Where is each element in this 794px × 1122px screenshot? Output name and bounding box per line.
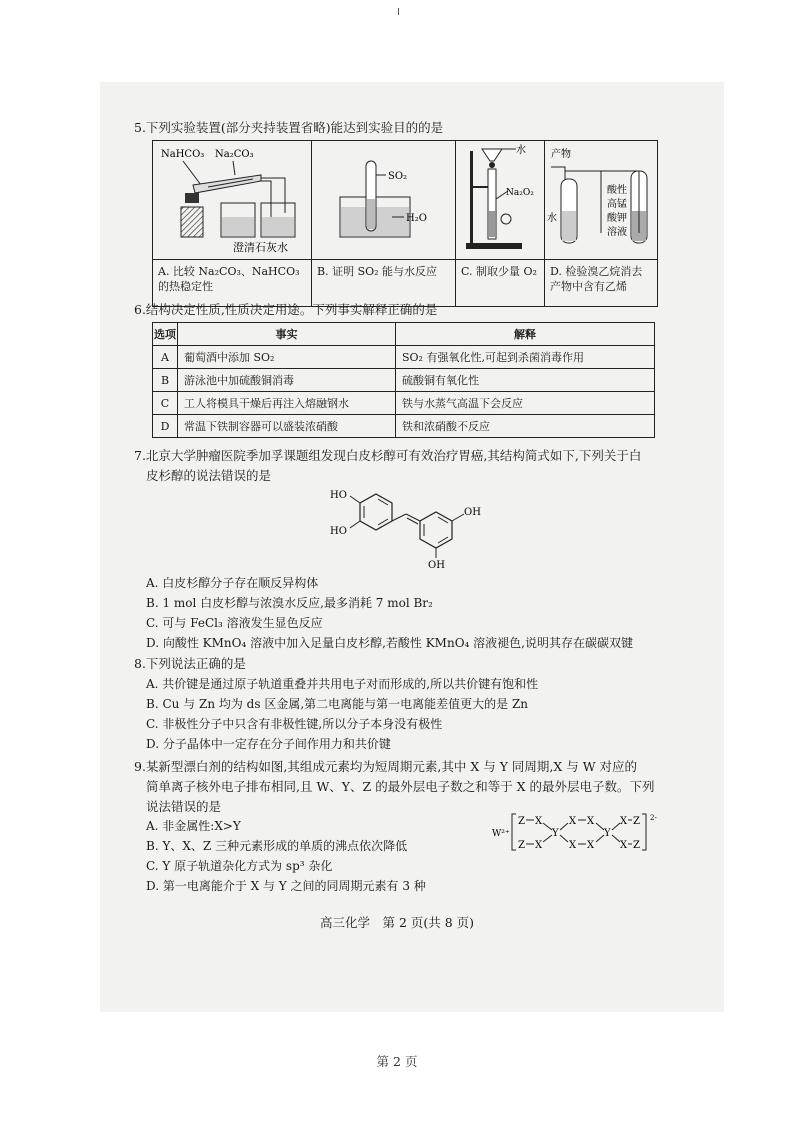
q5-cell-c <box>456 141 545 260</box>
row-label: B <box>153 369 178 392</box>
clamp <box>185 193 199 203</box>
q8-option-d: D. 分子晶体中一定存在分子间作用力和共价键 <box>146 737 391 751</box>
bond <box>452 514 464 521</box>
bond <box>560 835 568 842</box>
bond <box>596 835 604 842</box>
atom-label: Z <box>518 840 525 851</box>
q5-cell-d <box>545 141 658 260</box>
stand-base <box>466 243 522 249</box>
bond <box>543 835 552 842</box>
table-row <box>153 415 655 438</box>
atom-label: Y <box>552 828 559 839</box>
stopcock <box>489 162 495 168</box>
scan-mark <box>398 8 399 15</box>
bond <box>350 496 360 503</box>
table-row <box>153 369 655 392</box>
bracket-right <box>642 814 646 850</box>
table-row <box>153 346 655 369</box>
q5-cell-a <box>153 141 312 260</box>
page-number: 第 2 页 <box>376 1054 418 1069</box>
charge-label: 2- <box>650 814 657 822</box>
label-reagent-line: 酸性 <box>607 185 627 196</box>
row-explanation: SO₂ 有强氧化性,可起到杀菌消毒作用 <box>396 346 655 369</box>
label-product: 产物 <box>551 149 571 160</box>
q9-option-c: C. Y 原子轨道杂化方式为 sp³ 杂化 <box>146 859 333 873</box>
label-so2: SO₂ <box>388 171 408 182</box>
stand-rod <box>470 151 473 245</box>
label-water: 水 <box>547 213 557 224</box>
atom-label: Z <box>518 816 525 827</box>
bracket-left <box>512 814 516 850</box>
porous-plate <box>501 214 511 224</box>
funnel <box>482 149 502 161</box>
label-h2o: H₂O <box>406 213 427 224</box>
table-row <box>153 392 655 415</box>
beaker-liquid <box>222 217 254 236</box>
label-reagent-line: 高锰 <box>607 199 627 210</box>
row-fact: 游泳池中加硫酸铜消毒 <box>178 369 396 392</box>
benzene-ring-left <box>360 494 392 530</box>
pointer-line <box>183 161 201 185</box>
q6-table <box>152 322 655 438</box>
label-reagent-line: 酸钾 <box>607 213 627 224</box>
bond <box>543 823 552 830</box>
row-explanation: 铁与水蒸气高温下会反应 <box>396 392 655 415</box>
row-label: D <box>153 415 178 438</box>
so2-water-diagram <box>312 141 455 256</box>
vinyl-bond <box>406 514 420 521</box>
atom-label: X <box>569 816 577 827</box>
q9-stem-line1: 9.某新型漂白剂的结构如图,其组成元素均为短周期元素,其中 X 与 Y 同周期,X 与 W 对应的 <box>134 759 638 774</box>
q5-option-b: B. 证明 SO₂ 能与水反应 <box>312 260 456 307</box>
bond <box>350 521 360 528</box>
bleach-structure <box>490 808 670 856</box>
wash-liquid <box>562 211 576 241</box>
label-na2co3: Na₂CO₃ <box>215 149 254 160</box>
q7-option-d: D. 向酸性 KMnO₄ 溶液中加入足量白皮杉醇,若酸性 KMnO₄ 溶液褪色,说明其存在碳碳双键 <box>146 636 633 650</box>
atom-label: X <box>587 840 595 851</box>
bond <box>596 823 604 830</box>
q8-option-a: A. 共价键是通过原子轨道重叠并共用电子对而形成的,所以共价键有饱和性 <box>146 677 539 691</box>
hydroxyl-label: OH <box>464 507 481 518</box>
table-header-row <box>153 323 655 346</box>
label-limewater: 澄清石灰水 <box>233 241 288 254</box>
q7-option-b: B. 1 mol 白皮杉醇与浓溴水反应,最多消耗 7 mol Br₂ <box>146 596 433 610</box>
burner <box>181 207 203 237</box>
q7-stem-line1: 7.北京大学肿瘤医院季加孚课题组发现白皮杉醇可有效治疗胃癌,其结构简式如下,下列关于白 <box>134 448 642 463</box>
row-label: C <box>153 392 178 415</box>
q5-option-a: A. 比较 Na₂CO₃、NaHCO₃ 的热稳定性 <box>153 260 312 307</box>
header-explanation: 解释 <box>396 323 655 346</box>
heating-tubes-diagram <box>153 141 311 256</box>
atom-label: Z <box>633 840 640 851</box>
atom-label: X <box>569 840 577 851</box>
q7-stem-line2: 皮杉醇的说法错误的是 <box>146 468 272 483</box>
hydroxyl-label: OH <box>428 560 445 570</box>
q5-option-d: D. 检验溴乙烷消去产物中含有乙烯 <box>545 260 658 307</box>
atom-label: Y <box>604 828 611 839</box>
solid-layer <box>489 211 495 237</box>
bond <box>392 514 406 521</box>
q8-option-c: C. 非极性分子中只含有非极性键,所以分子本身没有极性 <box>146 717 443 731</box>
atom-label: X <box>535 816 543 827</box>
label-water: 水 <box>516 145 526 156</box>
row-fact: 工人将模具干燥后再注入熔融钢水 <box>178 392 396 415</box>
atom-label: X <box>620 816 628 827</box>
tube-liquid <box>367 199 375 229</box>
bond <box>560 823 568 830</box>
atom-label: X <box>587 816 595 827</box>
hydroxyl-label: HO <box>330 490 347 501</box>
q9-stem-line2: 简单离子核外电子排布相同,且 W、Y、Z 的最外层电子数之和等于 X 的最外层电子数。下列 <box>146 779 655 794</box>
piceatannol-structure <box>326 482 496 570</box>
header-option: 选项 <box>153 323 178 346</box>
q7-option-c: C. 可与 FeCl₃ 溶液发生显色反应 <box>146 616 323 630</box>
beaker-liquid <box>262 217 294 236</box>
q7-option-a: A. 白皮杉醇分子存在顺反异构体 <box>146 576 319 590</box>
q9-option-a: A. 非金属性:X>Y <box>146 819 241 833</box>
row-fact: 常温下铁制容器可以盛装浓硝酸 <box>178 415 396 438</box>
inner-footer: 高三化学 第 2 页(共 8 页) <box>319 915 475 930</box>
q9-option-d: D. 第一电离能介于 X 与 Y 之间的同周期元素有 3 种 <box>146 879 426 893</box>
q8-stem: 8.下列说法正确的是 <box>134 656 246 671</box>
hydroxyl-label: HO <box>330 526 347 537</box>
delivery-tube <box>261 178 285 213</box>
bond <box>612 823 620 830</box>
atom-label: X <box>620 840 628 851</box>
row-explanation: 铁和浓硝酸不反应 <box>396 415 655 438</box>
label-reagent-line: 溶液 <box>607 227 627 238</box>
row-label: A <box>153 346 178 369</box>
ethylene-test-diagram <box>545 141 657 256</box>
atom-label: X <box>535 840 543 851</box>
cation-label: W²⁺ <box>492 829 510 839</box>
q9-stem-line3: 说法错误的是 <box>146 799 222 814</box>
atom-label: Z <box>633 816 640 827</box>
header-fact: 事实 <box>178 323 396 346</box>
bond <box>612 835 620 842</box>
label-na2o2: Na₂O₂ <box>506 188 534 198</box>
q8-option-b: B. Cu 与 Zn 均为 ds 区金属,第二电离能与第一电离能差值更大的是 Zn <box>146 697 529 711</box>
q9-option-b: B. Y、X、Z 三种元素形成的单质的沸点依次降低 <box>146 839 408 853</box>
label-nahco3: NaHCO₃ <box>161 149 205 160</box>
q5-stem: 5.下列实验装置(部分夹持装置省略)能达到实验目的的是 <box>134 120 444 135</box>
q5-option-c: C. 制取少量 O₂ <box>456 260 545 307</box>
q6-stem: 6.结构决定性质,性质决定用途。下列事实解释正确的是 <box>134 302 438 317</box>
q5-cell-b <box>312 141 456 260</box>
row-fact: 葡萄酒中添加 SO₂ <box>178 346 396 369</box>
pointer-line <box>233 161 235 175</box>
q5-apparatus-table <box>152 140 658 307</box>
row-explanation: 硫酸铜有氧化性 <box>396 369 655 392</box>
oxygen-generator-diagram <box>456 141 544 256</box>
benzene-ring-right <box>420 512 452 548</box>
